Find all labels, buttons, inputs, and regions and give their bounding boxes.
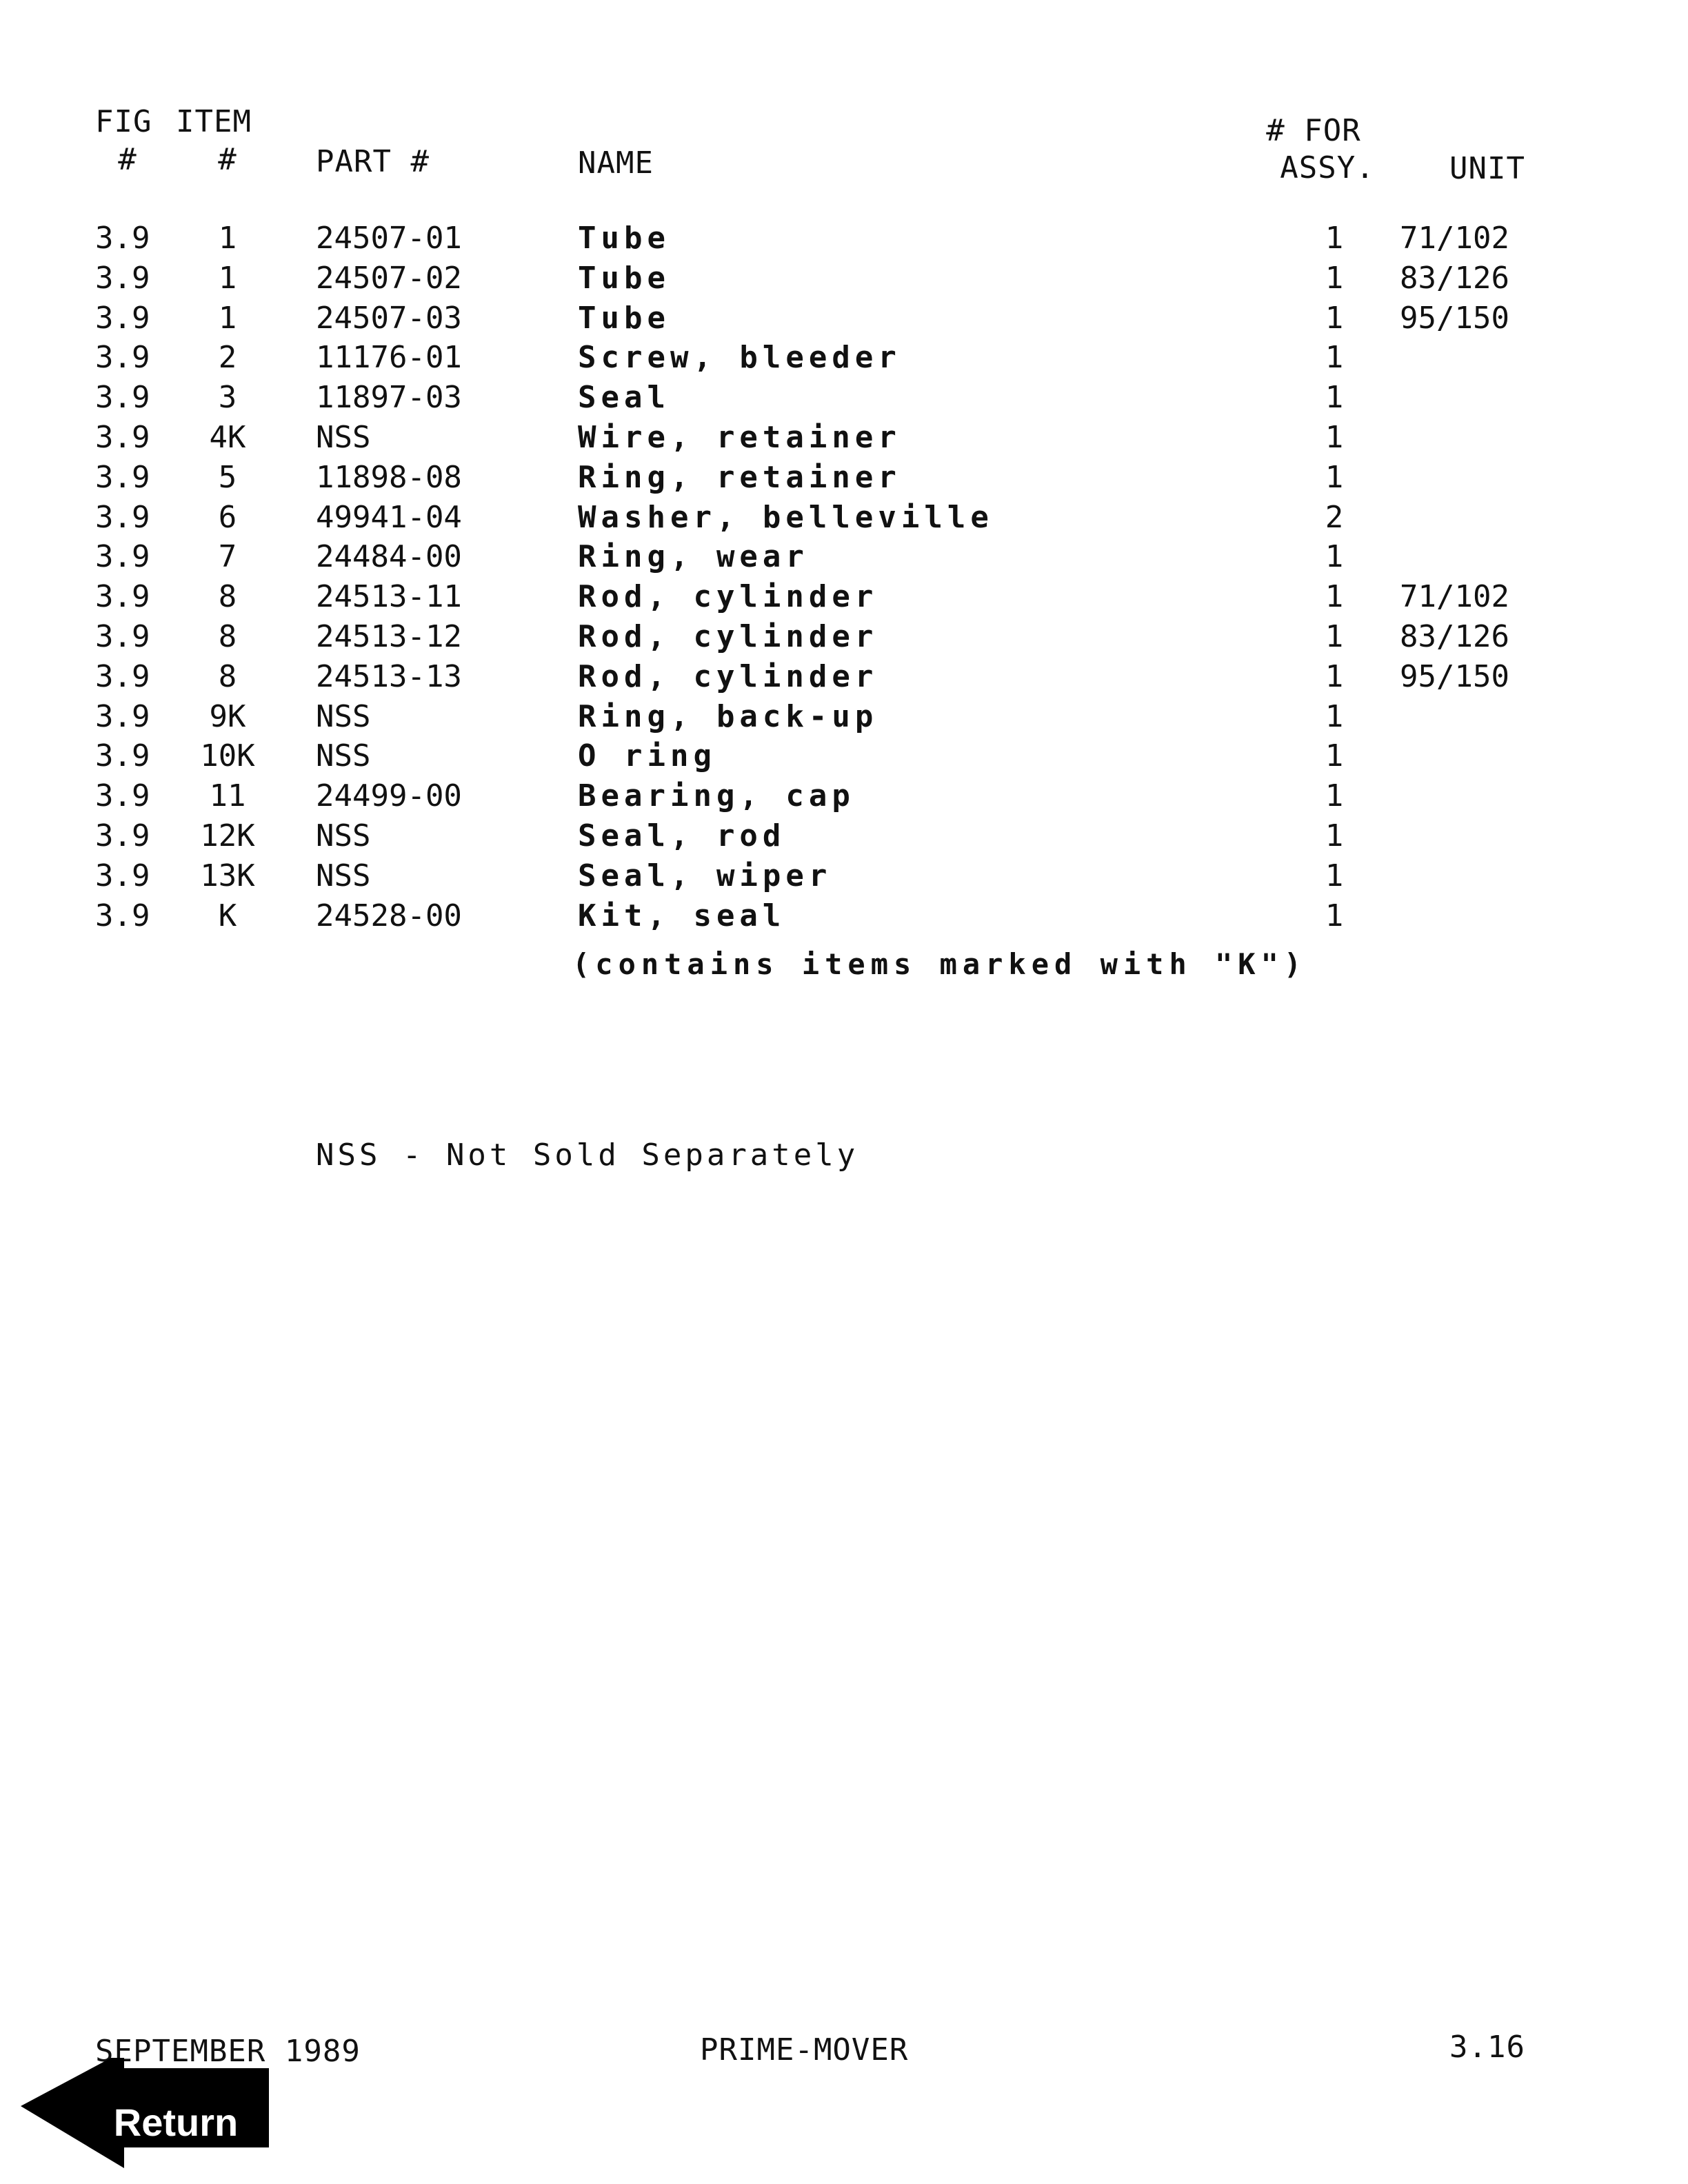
cell-name: Ring, retainer (578, 459, 901, 495)
cell-assy: 1 (1325, 698, 1344, 734)
cell-name: Ring, back-up (578, 698, 878, 734)
cell-unit: 71/102 (1400, 221, 1509, 256)
table-row (0, 776, 1688, 816)
cell-unit: 95/150 (1400, 300, 1509, 336)
table-row (0, 657, 1688, 697)
cell-assy: 1 (1325, 539, 1344, 575)
cell-part: NSS (316, 858, 371, 893)
cell-fig: 3.9 (95, 221, 150, 256)
cell-unit: 95/150 (1400, 658, 1509, 694)
cell-assy: 1 (1325, 300, 1344, 336)
cell-fig: 3.9 (95, 778, 150, 814)
table-row (0, 458, 1688, 498)
cell-fig: 3.9 (95, 579, 150, 615)
footer-date: SEPTEMBER 1989 (95, 2034, 361, 2069)
cell-item: 8 (218, 619, 237, 654)
cell-part: NSS (316, 818, 371, 853)
cell-part: 11176-01 (316, 340, 462, 376)
cell-item: 9K (209, 698, 246, 734)
cell-name: Rod, cylinder (578, 619, 878, 654)
cell-assy: 1 (1325, 738, 1344, 774)
cell-assy: 1 (1325, 778, 1344, 814)
cell-unit: 83/126 (1400, 619, 1509, 654)
table-row (0, 338, 1688, 378)
cell-item: 3 (218, 380, 237, 416)
cell-fig: 3.9 (95, 260, 150, 296)
cell-fig: 3.9 (95, 539, 150, 575)
cell-fig: 3.9 (95, 619, 150, 654)
table-row (0, 498, 1688, 538)
table-row (0, 537, 1688, 577)
cell-item: 4K (209, 420, 246, 455)
cell-name: Bearing, cap (578, 778, 855, 814)
cell-fig: 3.9 (95, 898, 150, 933)
cell-name: Tube (578, 300, 670, 336)
cell-name: Seal (578, 380, 670, 416)
cell-item: 2 (218, 340, 237, 376)
cell-item: 1 (218, 221, 237, 256)
cell-part: NSS (316, 420, 371, 455)
table-row (0, 259, 1688, 299)
cell-fig: 3.9 (95, 380, 150, 416)
table-row (0, 378, 1688, 418)
cell-name: Tube (578, 260, 670, 296)
table-row (0, 896, 1688, 936)
cell-fig: 3.9 (95, 420, 150, 455)
cell-part: 24513-13 (316, 658, 462, 694)
cell-fig: 3.9 (95, 499, 150, 535)
cell-name: Ring, wear (578, 539, 809, 575)
table-row (0, 816, 1688, 856)
cell-fig: 3.9 (95, 340, 150, 376)
cell-part: 24507-02 (316, 260, 462, 296)
table-row (0, 856, 1688, 896)
table-row (0, 697, 1688, 737)
cell-fig: 3.9 (95, 698, 150, 734)
cell-name: O ring (578, 738, 716, 774)
cell-part: 24507-03 (316, 300, 462, 336)
cell-fig: 3.9 (95, 738, 150, 774)
return-button[interactable] (21, 2058, 276, 2182)
cell-fig: 3.9 (95, 300, 150, 336)
cell-assy: 1 (1325, 260, 1344, 296)
kit-note: (contains items marked with "K") (572, 947, 1307, 981)
header-fig-line1: FIG (95, 104, 152, 139)
cell-assy: 1 (1325, 898, 1344, 933)
cell-name: Rod, cylinder (578, 658, 878, 694)
cell-name: Rod, cylinder (578, 579, 878, 615)
cell-part: 24513-12 (316, 619, 462, 654)
cell-name: Screw, bleeder (578, 340, 901, 376)
cell-part: 24499-00 (316, 778, 462, 814)
header-unit: UNIT (1449, 151, 1525, 186)
cell-unit: 71/102 (1400, 579, 1509, 615)
table-row (0, 617, 1688, 657)
header-assy-line2: ASSY. (1280, 150, 1375, 185)
header-part: PART # (316, 144, 430, 179)
cell-item: 12K (200, 818, 255, 853)
cell-assy: 1 (1325, 858, 1344, 893)
header-name: NAME (578, 145, 654, 181)
header-item-line1: ITEM (176, 104, 252, 139)
cell-item: 1 (218, 300, 237, 336)
cell-assy: 1 (1325, 818, 1344, 853)
cell-name: Seal, rod (578, 818, 786, 853)
cell-part: 11898-08 (316, 459, 462, 495)
cell-fig: 3.9 (95, 658, 150, 694)
cell-assy: 1 (1325, 380, 1344, 416)
cell-item: 1 (218, 260, 237, 296)
nss-legend: NSS - Not Sold Separately (316, 1138, 859, 1173)
cell-name: Tube (578, 221, 670, 256)
cell-part: 49941-04 (316, 499, 462, 535)
cell-assy: 1 (1325, 658, 1344, 694)
cell-item: 7 (218, 539, 237, 575)
cell-item: 11 (209, 778, 246, 814)
table-row (0, 736, 1688, 776)
table-row (0, 577, 1688, 617)
cell-name: Kit, seal (578, 898, 786, 933)
cell-item: 8 (218, 579, 237, 615)
cell-part: 24507-01 (316, 221, 462, 256)
cell-name: Wire, retainer (578, 420, 901, 455)
header-assy-line1: # FOR (1266, 113, 1361, 148)
cell-item: 13K (200, 858, 255, 893)
cell-item: 8 (218, 658, 237, 694)
cell-fig: 3.9 (95, 858, 150, 893)
page-number: 3.16 (1449, 2030, 1525, 2065)
cell-unit: 83/126 (1400, 260, 1509, 296)
cell-part: 24513-11 (316, 579, 462, 615)
footer-title: PRIME-MOVER (700, 2032, 909, 2067)
cell-assy: 1 (1325, 221, 1344, 256)
cell-part: 11897-03 (316, 380, 462, 416)
cell-name: Washer, belleville (578, 499, 994, 535)
table-row (0, 299, 1688, 338)
cell-item: 5 (218, 459, 237, 495)
cell-name: Seal, wiper (578, 858, 832, 893)
cell-assy: 1 (1325, 579, 1344, 615)
cell-assy: 1 (1325, 420, 1344, 455)
cell-assy: 1 (1325, 459, 1344, 495)
cell-assy: 1 (1325, 619, 1344, 654)
cell-item: K (218, 898, 237, 933)
cell-assy: 2 (1325, 499, 1344, 535)
cell-part: NSS (316, 738, 371, 774)
table-row (0, 219, 1688, 259)
cell-part: 24484-00 (316, 539, 462, 575)
cell-fig: 3.9 (95, 818, 150, 853)
table-row (0, 418, 1688, 458)
cell-fig: 3.9 (95, 459, 150, 495)
return-label: Return (113, 2101, 239, 2144)
cell-item: 10K (200, 738, 255, 774)
header-item-line2: # (218, 142, 237, 177)
header-fig-line2: # (118, 142, 137, 177)
cell-assy: 1 (1325, 340, 1344, 376)
cell-item: 6 (218, 499, 237, 535)
cell-part: NSS (316, 698, 371, 734)
cell-part: 24528-00 (316, 898, 462, 933)
